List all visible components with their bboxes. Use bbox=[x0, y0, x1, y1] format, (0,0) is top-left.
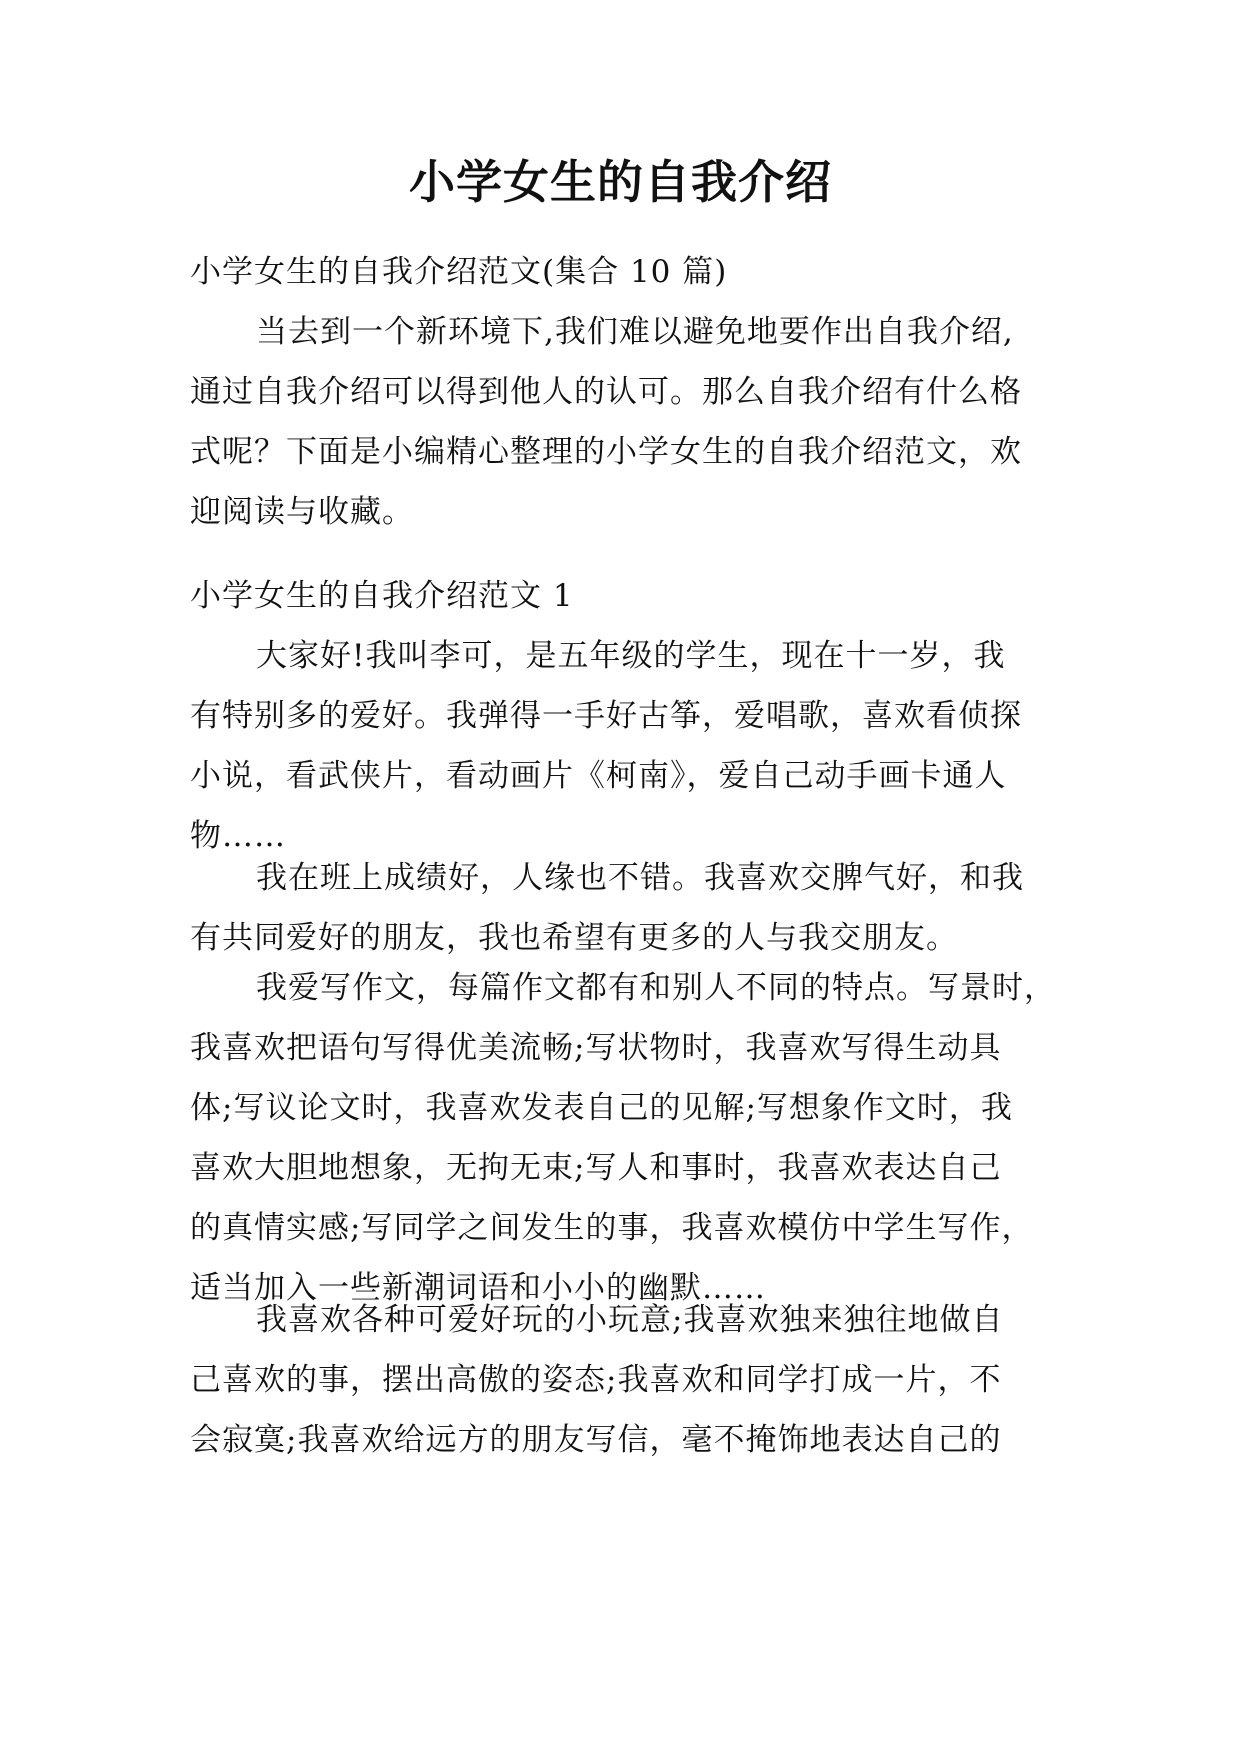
paragraph-2 bbox=[190, 848, 1050, 968]
text-line: 大家好!我叫李可，是五年级的学生，现在十一岁，我 bbox=[256, 638, 1006, 674]
page-title: 小学女生的自我介绍 bbox=[409, 155, 832, 209]
text-line: 物…… bbox=[190, 818, 286, 854]
intro-paragraph bbox=[190, 302, 1050, 542]
text-line: 迎阅读与收藏。 bbox=[190, 494, 414, 530]
text-line: 有特别多的爱好。我弹得一手好古筝，爱唱歌，喜欢看侦探 bbox=[190, 698, 1022, 734]
paragraph-1 bbox=[190, 626, 1050, 866]
document-subtitle bbox=[190, 242, 1050, 302]
text-line: 我在班上成绩好，人缘也不错。我喜欢交脾气好，和我 bbox=[256, 860, 1024, 896]
section-heading-text: 小学女生的自我介绍范文 1 bbox=[190, 578, 574, 614]
text-line: 小说，看武侠片，看动画片《柯南》，爱自己动手画卡通人 bbox=[190, 758, 1007, 794]
text-line: 式呢？下面是小编精心整理的小学女生的自我介绍范文，欢 bbox=[190, 434, 1022, 470]
subtitle-text: 小学女生的自我介绍范文(集合 10 篇) bbox=[190, 254, 728, 290]
paragraph-4 bbox=[190, 1290, 1050, 1470]
text-line: 己喜欢的事，摆出高傲的姿态;我喜欢和同学打成一片，不 bbox=[190, 1362, 1002, 1398]
text-line: 我喜欢各种可爱好玩的小玩意;我喜欢独来独往地做自 bbox=[256, 1302, 1004, 1338]
text-line: 会寂寞;我喜欢给远方的朋友写信，毫不掩饰地表达自己的 bbox=[190, 1422, 1002, 1458]
text-line: 我爱写作文，每篇作文都有和别人不同的特点。写景时， bbox=[256, 970, 1056, 1006]
text-line: 有共同爱好的朋友，我也希望有更多的人与我交朋友。 bbox=[190, 920, 958, 956]
text-line: 体;写议论文时，我喜欢发表自己的见解;写想象作文时，我 bbox=[190, 1090, 1013, 1126]
text-line: 当去到一个新环境下,我们难以避免地要作出自我介绍, bbox=[256, 314, 1014, 350]
text-line: 我喜欢把语句写得优美流畅;写状物时，我喜欢写得生动具 bbox=[190, 1030, 1002, 1066]
paragraph-3 bbox=[190, 958, 1056, 1318]
text-line: 通过自我介绍可以得到他人的认可。那么自我介绍有什么格 bbox=[190, 374, 1022, 410]
text-line: 的真情实感;写同学之间发生的事，我喜欢模仿中学生写作， bbox=[190, 1210, 1034, 1246]
text-line: 适当加入一些新潮词语和小小的幽默…… bbox=[190, 1270, 766, 1306]
section-heading bbox=[190, 566, 1050, 626]
text-line: 喜欢大胆地想象，无拘无束;写人和事时，我喜欢表达自己 bbox=[190, 1150, 1002, 1186]
